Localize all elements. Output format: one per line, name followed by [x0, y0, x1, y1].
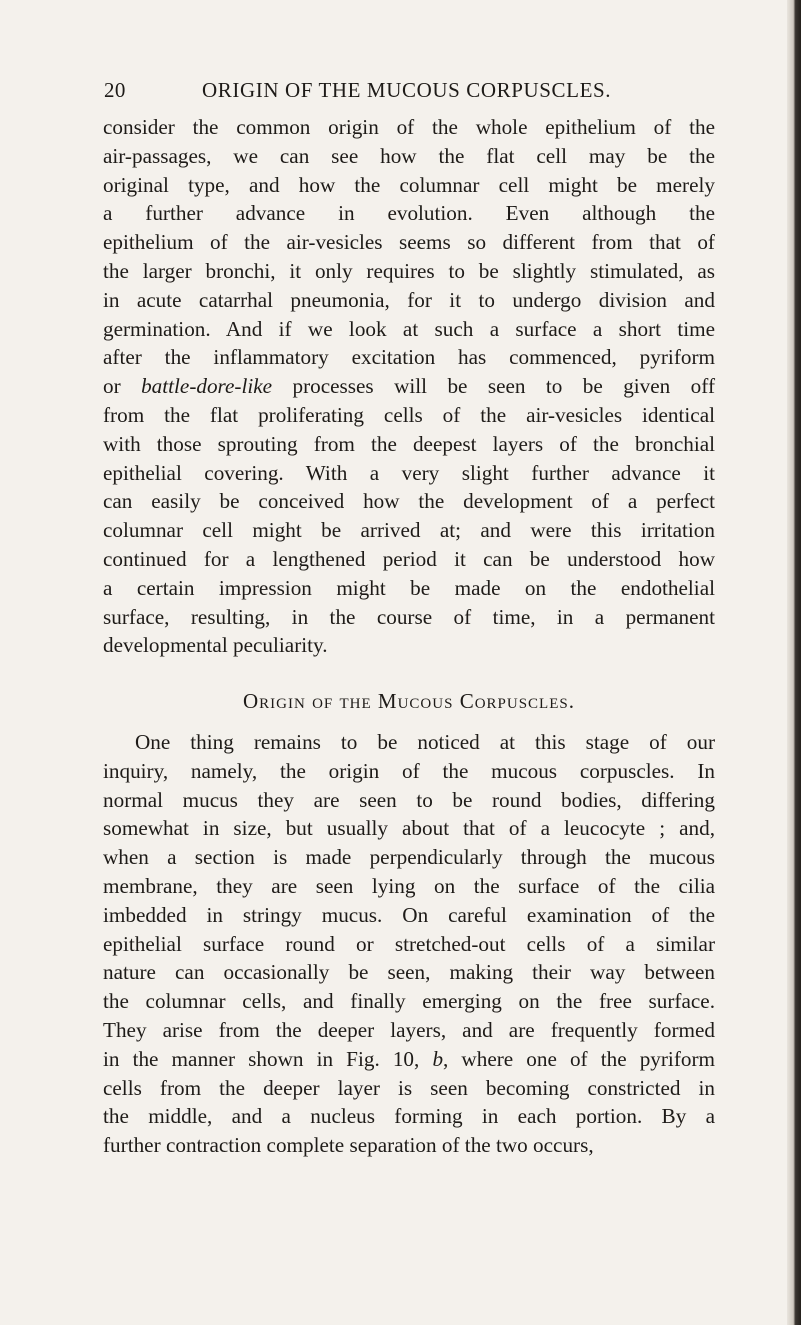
text-fragment: processes will be seen to be given off [272, 374, 715, 399]
text-line: epithelial covering. With a very slight further advance it [103, 460, 715, 485]
page-edge-shadow [787, 0, 801, 1325]
text-line: air-passages, we can see how the flat cell may be the [103, 143, 715, 168]
text-line: cells from the deeper layer is seen becoming constricted in [103, 1075, 715, 1100]
text-line: when a section is made perpendicularly through the mucous [103, 845, 715, 870]
text-line: somewhat in size, but usually about that of a leucocyte ; and, [103, 816, 715, 841]
text-line: with those sprouting from the deepest layers of the bronchial [103, 431, 715, 456]
text-line: can easily be conceived how the development of a perfect [103, 489, 715, 514]
text-line: a certain impression might be made on the endothelial [103, 575, 715, 600]
italic-figure-ref: b [432, 1046, 444, 1071]
text-line: after the inflammatory excitation has commenced, pyriform [103, 345, 715, 370]
text-line: consider the common origin of the whole epithelium of the [103, 115, 715, 139]
text-line: from the flat proliferating cells of the air-vesicles identical [103, 402, 715, 427]
text-line: One thing remains to be noticed at this stage of our [135, 730, 715, 754]
page-number: 20 [104, 78, 126, 102]
text-line: developmental peculiarity. [103, 633, 328, 658]
text-line: normal mucus they are seen to be round bodies, differing [103, 787, 715, 812]
text-line: original type, and how the columnar cell might be merely [103, 172, 715, 197]
section-heading: Origin of the Mucous Corpuscles. [243, 689, 575, 713]
text-fragment: in the manner shown in Fig. 10, [103, 1046, 433, 1071]
paragraph-1 [103, 113, 715, 660]
text-line: the middle, and a nucleus forming in each portion. By a [103, 1104, 715, 1129]
italic-term: battle-dore-like [141, 374, 273, 399]
text-line: the larger bronchi, it only requires to be slightly stimulated, as [103, 258, 715, 283]
paragraph-2 [103, 728, 715, 1160]
text-line: membrane, they are seen lying on the surface of the cilia [103, 873, 715, 898]
text-line-with-italic [103, 372, 715, 401]
text-line: imbedded in stringy mucus. On careful examination of the [103, 902, 715, 927]
text-line-with-italic [103, 1045, 715, 1074]
running-title: ORIGIN OF THE MUCOUS CORPUSCLES. [202, 78, 612, 102]
text-line: further contraction complete separation of the two occurs, [103, 1133, 594, 1158]
text-line: surface, resulting, in the course of time, in a permanent [103, 604, 715, 629]
text-line: inquiry, namely, the origin of the mucous corpuscles. In [103, 758, 715, 783]
text-line: in acute catarrhal pneumonia, for it to undergo division and [103, 287, 715, 312]
text-line: a further advance in evolution. Even although the [103, 201, 715, 226]
text-fragment: or [103, 374, 142, 399]
text-line: germination. And if we look at such a surface a short time [103, 316, 715, 341]
text-line: epithelial surface round or stretched-out cells of a similar [103, 931, 715, 956]
text-fragment: , where one of the pyriform [443, 1046, 716, 1071]
text-line: epithelium of the air-vesicles seems so different from that of [103, 230, 715, 255]
text-line: the columnar cells, and finally emerging on the free surface. [103, 989, 715, 1014]
text-line: continued for a lengthened period it can be understood how [103, 546, 715, 571]
text-line: They arise from the deeper layers, and are frequently formed [103, 1017, 715, 1042]
page-header [104, 78, 716, 108]
text-line: columnar cell might be arrived at; and were this irritation [103, 518, 715, 543]
text-line: nature can occasionally be seen, making their way between [103, 960, 715, 985]
